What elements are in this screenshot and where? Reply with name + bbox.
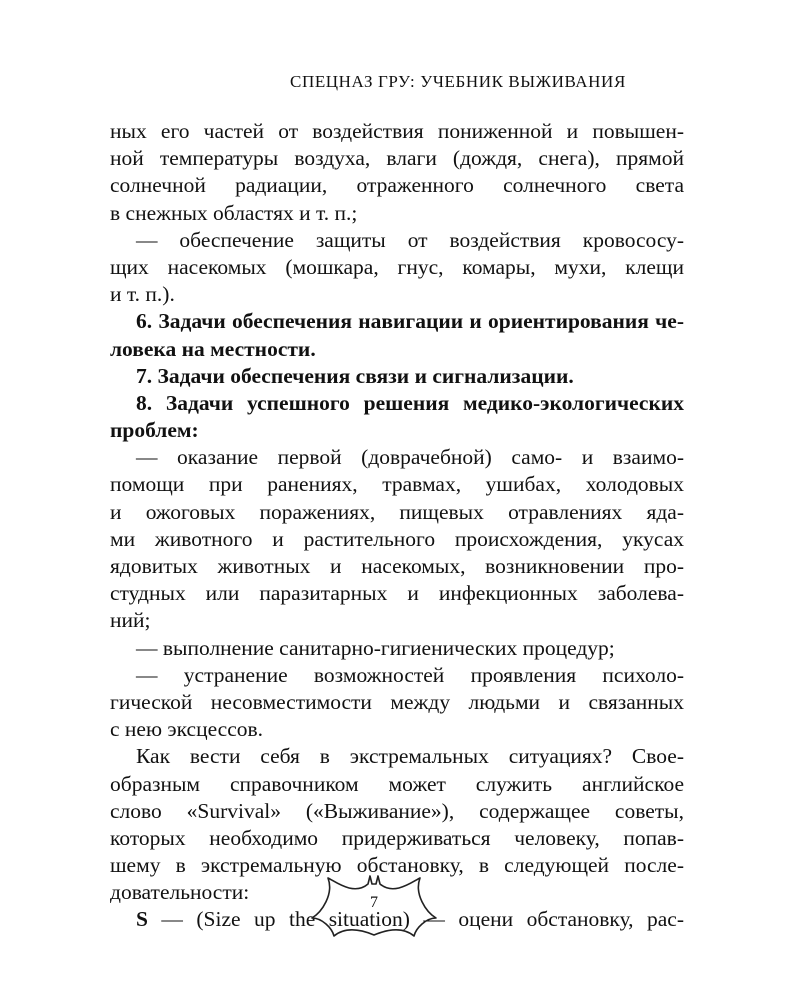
text-line: ядовитых животных и насекомых, возникновении про- bbox=[110, 554, 684, 578]
text-line: Как вести себя в экстремальных ситуациях? Свое- bbox=[136, 744, 684, 769]
text-line: 6. Задачи обеспечения навигации и ориентирования че- bbox=[136, 309, 684, 334]
page-body bbox=[110, 118, 684, 934]
text-line: щих насекомых (мошкара, гнус, комары, мухи, клещи bbox=[110, 254, 684, 279]
text-line: — выполнение санитарно-гигиенических процедур; bbox=[136, 635, 615, 660]
text-line: ний; bbox=[110, 608, 151, 633]
text-line: 7. Задачи обеспечения связи и сигнализации. bbox=[136, 363, 574, 388]
text-line: солнечной радиации, отраженного солнечного света bbox=[110, 173, 684, 198]
text-line: 8. Задачи успешного решения медико-экологических bbox=[136, 390, 684, 415]
text-line: — оказание первой (доврачебной) само- и взаимо- bbox=[136, 445, 684, 470]
text-line: и ожоговых поражениях, пищевых отравлениях яда- bbox=[110, 499, 684, 524]
text-line: ной температуры воздуха, влаги (дождя, снега), прямой bbox=[110, 146, 684, 171]
text-line: и т. п.). bbox=[110, 282, 175, 307]
text-line: студных или паразитарных и инфекционных заболева- bbox=[110, 581, 684, 606]
text-line: с нею эксцессов. bbox=[110, 717, 264, 742]
text-line: проблем: bbox=[110, 418, 199, 443]
running-header: СПЕЦНАЗ ГРУ: УЧЕБНИК ВЫЖИВАНИЯ bbox=[290, 72, 626, 91]
text-line: ных его частей от воздействия пониженной и повышен- bbox=[110, 119, 684, 143]
text-line: шему в экстремальную обстановку, в следующей после- bbox=[110, 853, 684, 878]
text-line: гической несовместимости между людьми и связанных bbox=[110, 689, 684, 714]
text-line: — устранение возможностей проявления психоло- bbox=[136, 662, 684, 687]
text-line: ловека на местности. bbox=[110, 336, 316, 361]
text-line: образным справочником может служить английское bbox=[110, 771, 684, 796]
page-footer bbox=[310, 874, 438, 938]
text-line: ми животного и растительного происхождения, укусах bbox=[110, 526, 684, 551]
text-line: которых необходимо придерживаться человеку, попав- bbox=[110, 825, 684, 850]
text-line: — обеспечение защиты от воздействия кровососу- bbox=[136, 227, 684, 252]
text-line: помощи при ранениях, травмах, ушибах, холодовых bbox=[110, 472, 684, 497]
page-number: 7 bbox=[370, 894, 378, 911]
text-line: слово «Survival» («Выживание»), содержащее советы, bbox=[110, 798, 684, 823]
text-line: в снежных областях и т. п.; bbox=[110, 200, 358, 225]
text-line: довательности: bbox=[110, 880, 250, 905]
line-lead-letter: S bbox=[136, 907, 148, 932]
line-text: — (Size up the situation) — оцени обстановку, рас- bbox=[147, 907, 684, 932]
